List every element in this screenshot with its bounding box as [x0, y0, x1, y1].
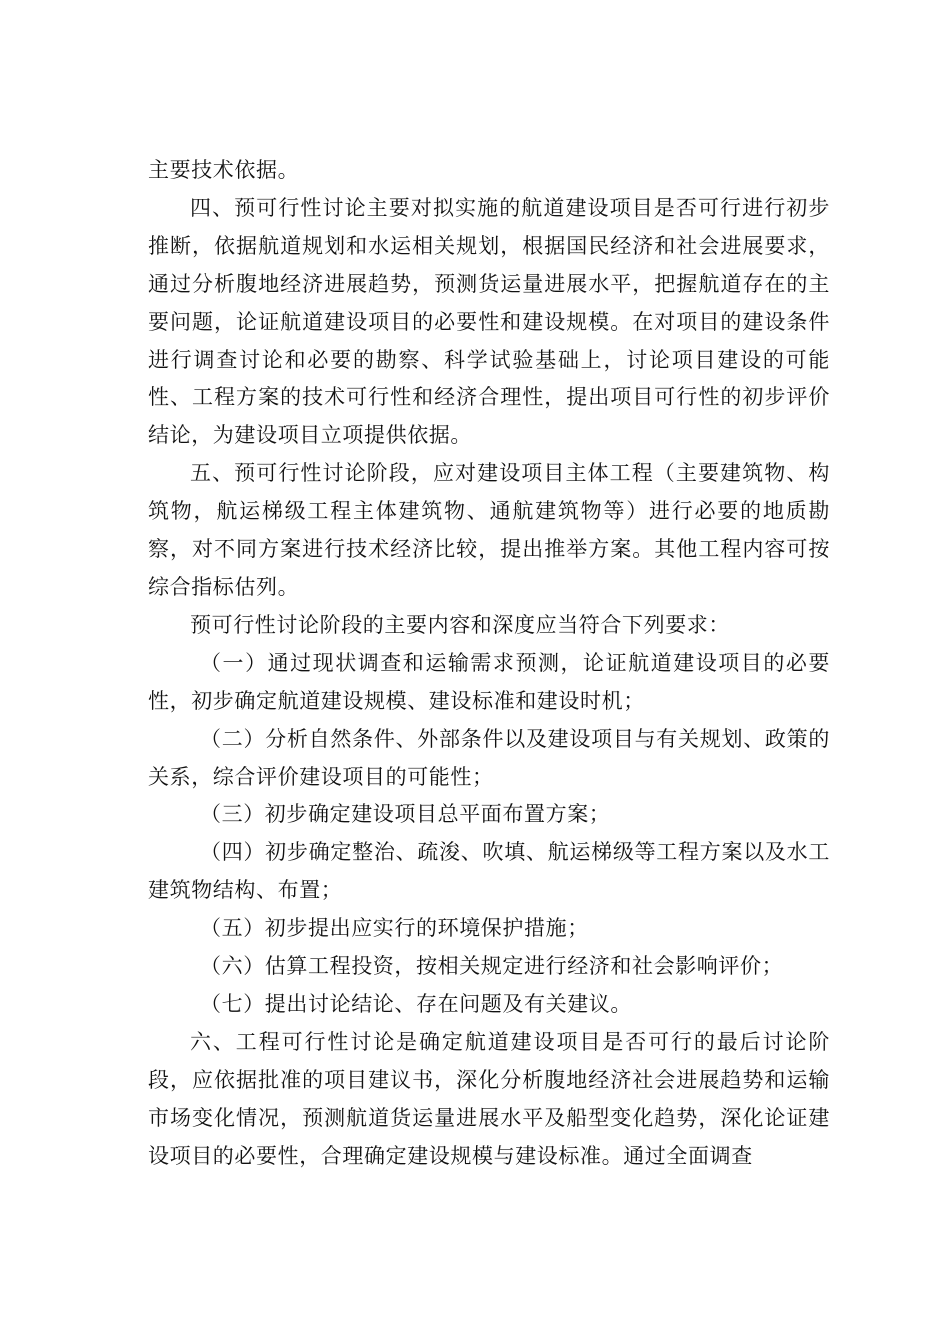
list-item-seven: （七）提出讨论结论、存在问题及有关建议。 [200, 991, 632, 1016]
list-item-three: （三）初步确定建设项目总平面布置方案； [200, 802, 611, 827]
list-item-four: （四）初步确定整治、疏浚、吹填、航运梯级等工程方案以及水工建筑物结构、布置； [148, 840, 830, 903]
paragraph-section-six: 六、工程可行性讨论是确定航道建设项目是否可行的最后讨论阶段，应依据批准的项目建议书，深化分析腹地经济社会进展趋势和运输市场变化情况，预测航道货运量进展水平及船型变化趋势，深化论证建设项目的必要性，合理确定建设规模与建设标准。通过全面调查 [148, 1029, 830, 1168]
list-item-two: （二）分析自然条件、外部条件以及建设项目与有关规划、政策的关系，综合评价建设项目的可能性； [148, 726, 830, 789]
list-item-one: （一）通过现状调查和运输需求预测，论证航道建设项目的必要性，初步确定航道建设规模、建设标准和建设时机； [148, 650, 830, 713]
paragraph-section-five: 五、预可行性讨论阶段，应对建设项目主体工程（主要建筑物、构筑物，航运梯级工程主体建筑物、通航建筑物等）进行必要的地质勘察，对不同方案进行技术经济比较，提出推举方案。其他工程内容可按综合指标估列。 [148, 461, 830, 599]
document-body [148, 152, 830, 1175]
paragraph-requirements-intro: 预可行性讨论阶段的主要内容和深度应当符合下列要求： [190, 612, 730, 637]
list-item-five: （五）初步提出应实行的环境保护措施； [200, 916, 589, 941]
paragraph-main-basis: 主要技术依据。 [148, 158, 300, 182]
paragraph-section-four: 四、预可行性讨论主要对拟实施的航道建设项目是否可行进行初步推断，依据航道规划和水运相关规划，根据国民经济和社会进展要求，通过分析腹地经济进展趋势，预测货运量进展水平，把握航道存在的主要问题，论证航道建设项目的必要性和建设规模。在对项目的建设条件进行调查讨论和必要的勘察、科学试验基础上，讨论项目建设的可能性、工程方案的技术可行性和经济合理性，提出项目可行性的初步评价结论，为建设项目立项提供依据。 [148, 195, 830, 448]
list-item-six: （六）估算工程投资，按相关规定进行经济和社会影响评价； [200, 954, 784, 979]
